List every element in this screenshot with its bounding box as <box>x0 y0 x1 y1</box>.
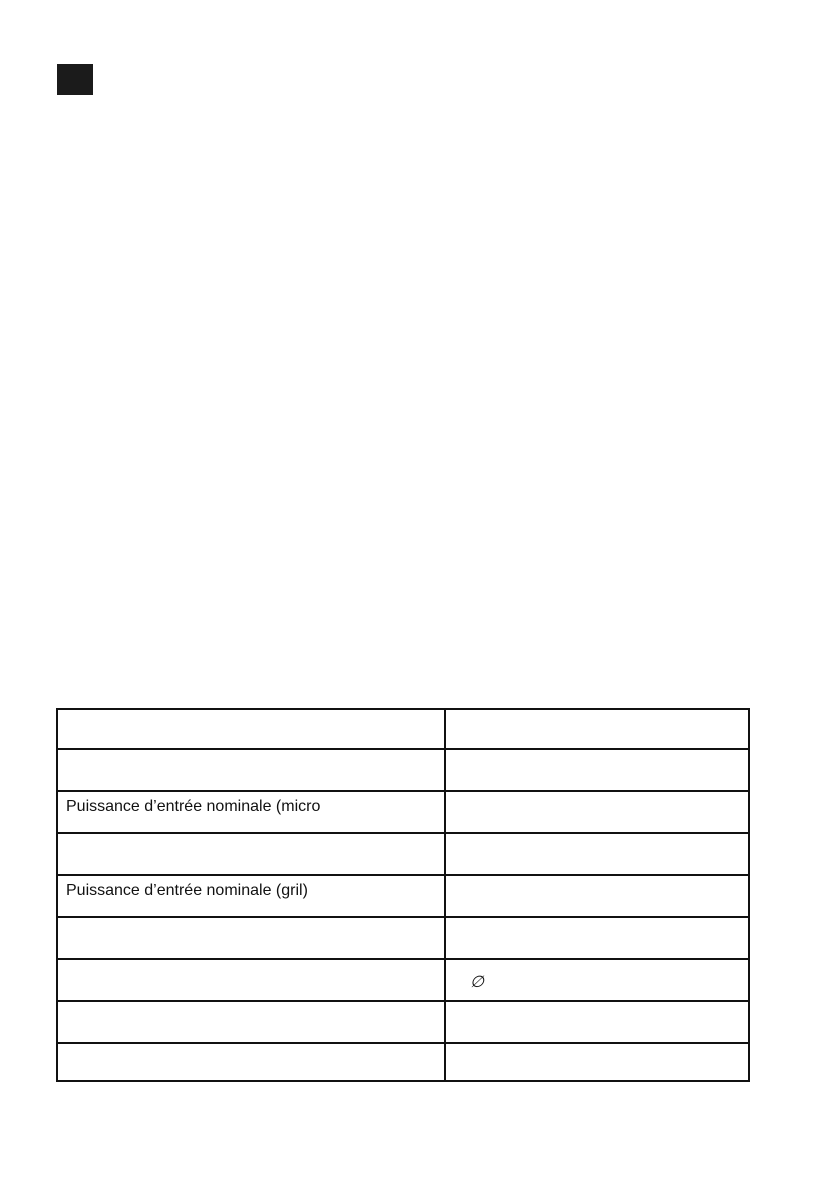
diameter-symbol-icon: ∅ <box>470 974 484 991</box>
table-row <box>57 959 749 1001</box>
table-row <box>57 749 749 791</box>
label-cell <box>57 709 445 749</box>
value-cell <box>445 875 749 917</box>
label-cell: Puissance d’entrée nominale (gril) <box>57 875 445 917</box>
corner-tab-marker <box>57 64 93 95</box>
table-row <box>57 833 749 875</box>
value-cell <box>445 833 749 875</box>
label-cell <box>57 1043 445 1081</box>
table-row <box>57 1001 749 1043</box>
label-cell <box>57 833 445 875</box>
label-cell <box>57 1001 445 1043</box>
label-cell <box>57 917 445 959</box>
label-cell: Puissance d’entrée nominale (micro <box>57 791 445 833</box>
table-row <box>57 875 749 917</box>
value-cell <box>445 1001 749 1043</box>
value-cell <box>445 959 749 1001</box>
table-row <box>57 709 749 749</box>
value-cell <box>445 749 749 791</box>
label-cell <box>57 959 445 1001</box>
value-cell <box>445 709 749 749</box>
value-cell <box>445 917 749 959</box>
value-cell <box>445 1043 749 1081</box>
table-row <box>57 791 749 833</box>
value-cell <box>445 791 749 833</box>
label-cell <box>57 749 445 791</box>
table-row <box>57 1043 749 1081</box>
table-row <box>57 917 749 959</box>
specifications-table <box>56 708 750 1082</box>
